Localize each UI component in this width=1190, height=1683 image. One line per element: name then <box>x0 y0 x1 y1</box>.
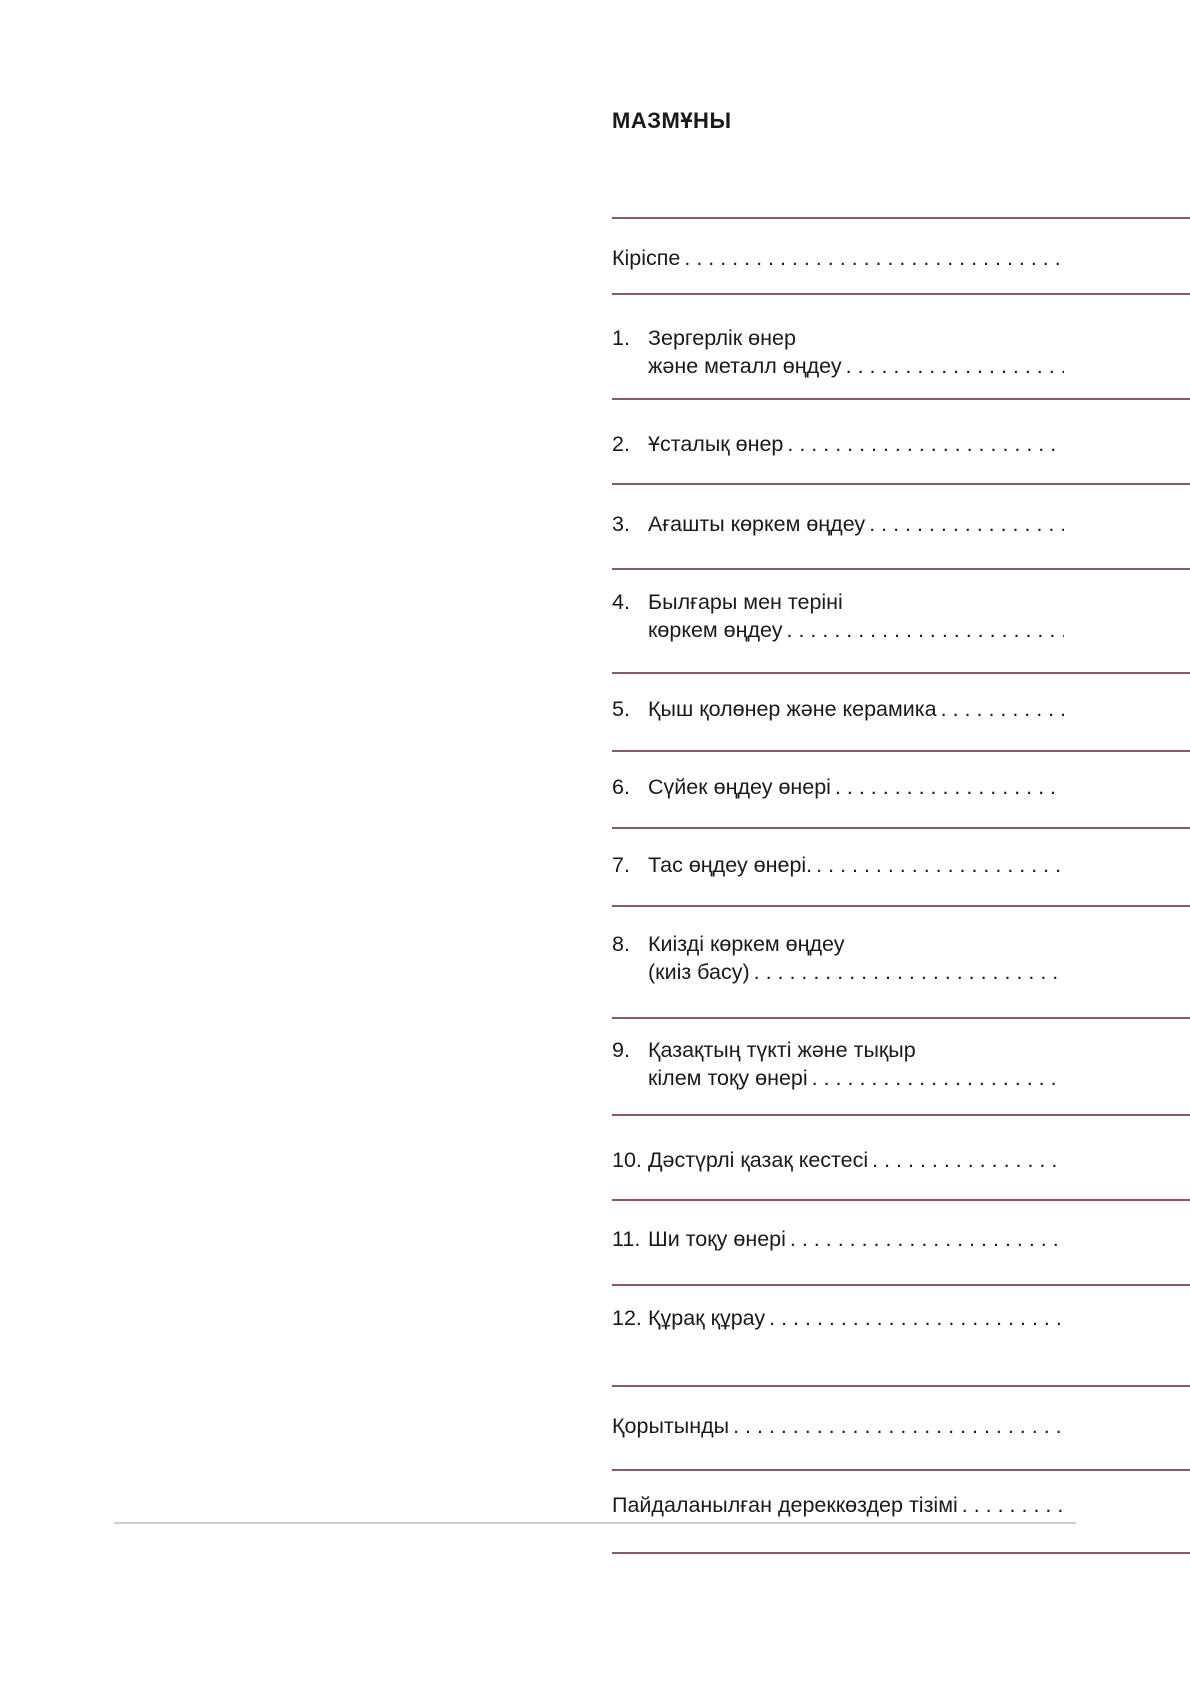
toc-entry-number: 12. <box>612 1306 642 1330</box>
toc-entry-label-line2: кілем тоқу өнері <box>648 1066 808 1090</box>
divider <box>612 293 1190 295</box>
toc-entry-number: 1. <box>612 326 630 350</box>
toc-entry-label: Құрақ құрау <box>648 1306 766 1330</box>
dot-leader <box>787 430 1064 458</box>
toc-entry-number: 5. <box>612 697 630 721</box>
toc-entry-label: Қазақтың түкті және тықыр <box>648 1038 916 1062</box>
divider <box>612 750 1190 752</box>
toc-entry-number: 9. <box>612 1038 630 1062</box>
toc-entry-number: 4. <box>612 590 630 614</box>
dot-leader <box>812 1064 1064 1092</box>
divider <box>612 1469 1190 1471</box>
divider <box>612 827 1190 829</box>
dot-leader <box>733 1412 1064 1440</box>
toc-entry-label: Қорытынды <box>612 1414 730 1438</box>
divider <box>612 398 1190 400</box>
dot-leader <box>846 352 1064 380</box>
toc-entry-references[interactable] <box>612 1491 1064 1519</box>
toc-entry-4[interactable] <box>612 588 1064 644</box>
divider <box>612 1114 1190 1116</box>
dot-leader <box>684 244 1064 272</box>
toc-entry-label: Былғары мен теріні <box>648 590 843 614</box>
toc-entry-label: Сүйек өңдеу өнері <box>648 775 831 799</box>
dot-leader <box>790 1225 1064 1253</box>
divider <box>612 1284 1190 1286</box>
divider <box>612 672 1190 674</box>
dot-leader <box>869 510 1064 538</box>
toc-entry-label: Қыш қолөнер және керамика <box>648 697 937 721</box>
toc-entry-2[interactable] <box>612 430 1064 458</box>
divider <box>612 1017 1190 1019</box>
toc-entry-label: Тас өңдеу өнері. <box>648 853 813 877</box>
dot-leader <box>754 958 1064 986</box>
divider <box>612 1552 1190 1554</box>
toc-entry-12[interactable] <box>612 1304 1064 1332</box>
toc-entry-label: Ағашты көркем өңдеу <box>648 512 866 536</box>
toc-entry-number: 3. <box>612 512 630 536</box>
toc-entry-label: Кіріспе <box>612 246 681 270</box>
toc-entry-6[interactable] <box>612 773 1064 801</box>
dot-leader <box>835 773 1064 801</box>
divider <box>612 905 1190 907</box>
footer-divider <box>114 1522 1076 1524</box>
dot-leader <box>872 1146 1064 1174</box>
toc-entry-9[interactable] <box>612 1036 1064 1092</box>
toc-entry-label: Ұсталық өнер <box>648 432 784 456</box>
toc-entry-intro[interactable] <box>612 244 1064 272</box>
divider <box>612 1385 1190 1387</box>
toc-entry-label: Зергерлік өнер <box>648 326 796 350</box>
toc-entry-number: 6. <box>612 775 630 799</box>
toc-entry-8[interactable] <box>612 930 1064 986</box>
divider <box>612 1199 1190 1201</box>
toc-entry-label-line2: (киіз басу) <box>648 960 750 984</box>
toc-entry-5[interactable] <box>612 695 1064 723</box>
toc-entry-number: 7. <box>612 853 630 877</box>
divider <box>612 568 1190 570</box>
toc-entry-label: Пайдаланылған дереккөздер тізімі <box>612 1493 958 1517</box>
toc-entry-11[interactable] <box>612 1225 1064 1253</box>
toc-entry-label-line2: және металл өңдеу <box>648 354 842 378</box>
dot-leader <box>941 695 1064 723</box>
dot-leader <box>962 1491 1064 1519</box>
dot-leader <box>816 851 1064 879</box>
toc-entry-10[interactable] <box>612 1146 1064 1174</box>
toc-entry-1[interactable] <box>612 324 1064 380</box>
divider <box>612 483 1190 485</box>
divider <box>612 217 1190 219</box>
toc-entry-7[interactable] <box>612 851 1064 879</box>
toc-entry-number: 2. <box>612 432 630 456</box>
toc-entry-label-line2: көркем өңдеу <box>648 618 783 642</box>
toc-entry-number: 11. <box>612 1227 641 1251</box>
toc-entry-label: Киізді көркем өңдеу <box>648 932 845 956</box>
toc-entry-number: 8. <box>612 932 630 956</box>
toc-entry-conclusion[interactable] <box>612 1412 1064 1440</box>
dot-leader <box>769 1304 1064 1332</box>
toc-entry-3[interactable] <box>612 510 1064 538</box>
toc-entry-label: Дәстүрлі қазақ кестесі <box>648 1148 869 1172</box>
dot-leader <box>787 616 1064 644</box>
toc-entry-label: Ши тоқу өнері <box>648 1227 786 1251</box>
toc-title: МАЗМҰНЫ <box>612 108 732 133</box>
toc-entry-number: 10. <box>612 1148 642 1172</box>
